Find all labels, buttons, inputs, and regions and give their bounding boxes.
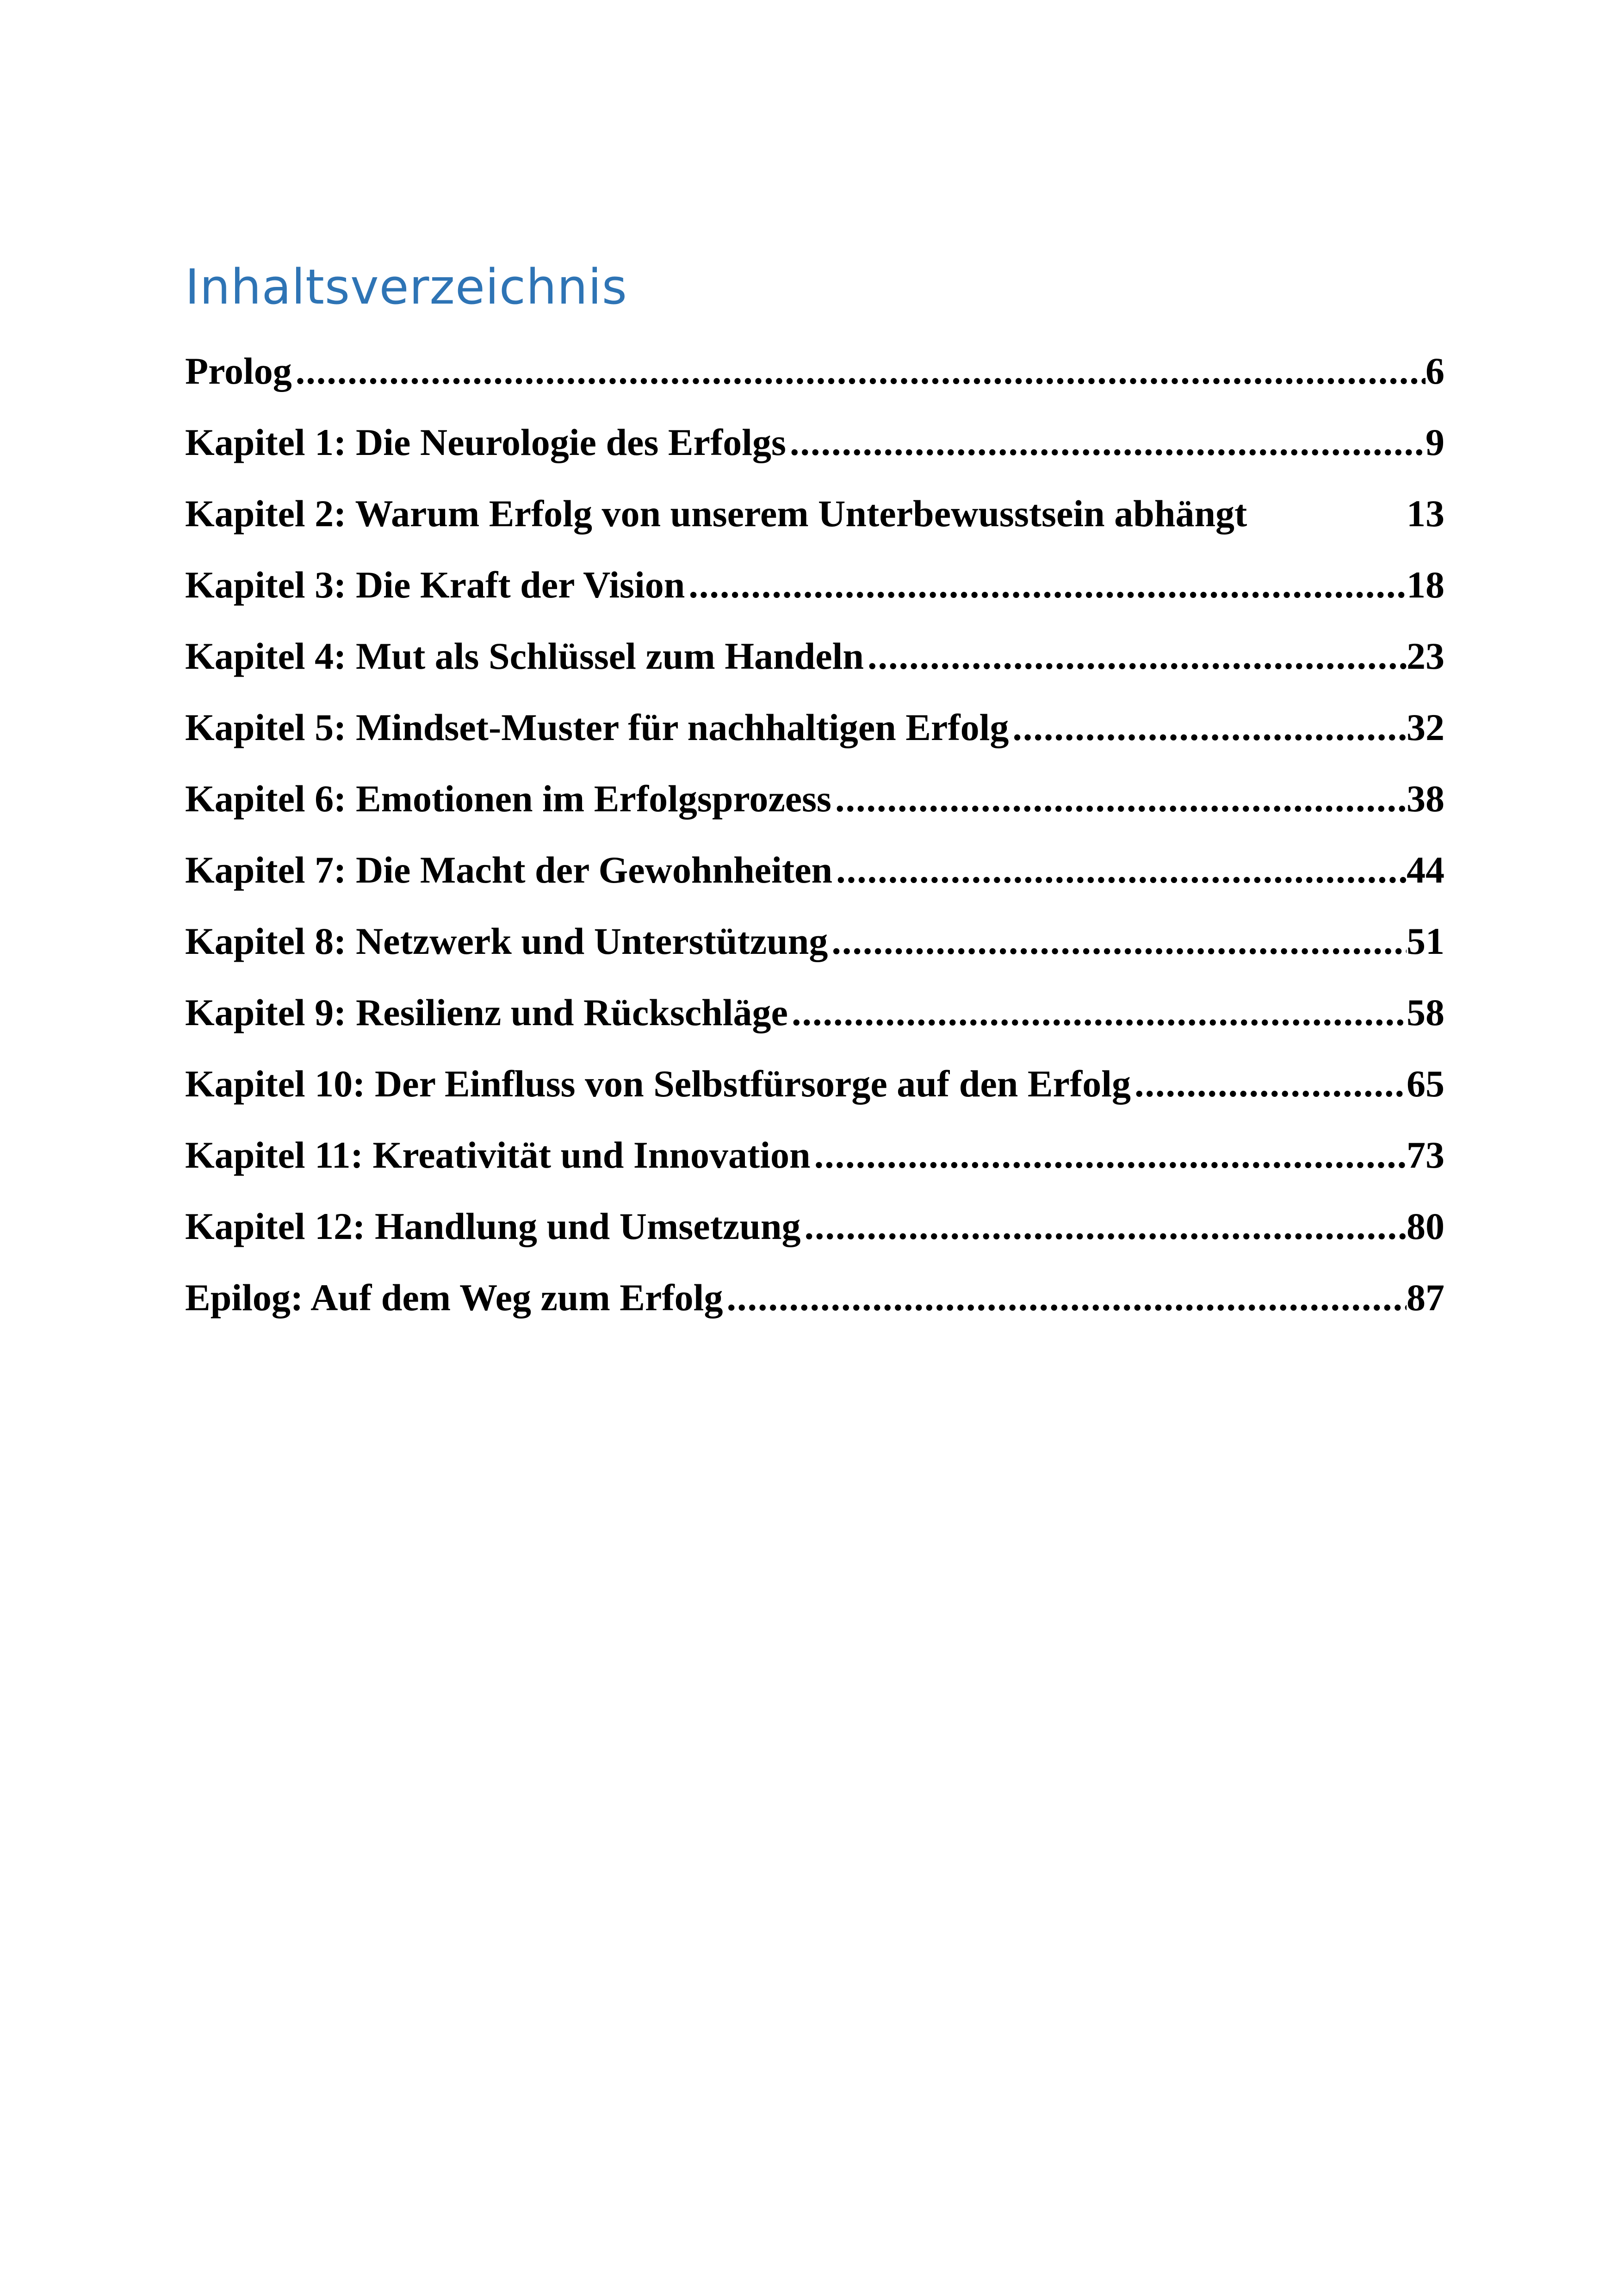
toc-leader: [801, 1205, 1407, 1248]
toc-leader: [788, 991, 1407, 1034]
toc-page-number: 58: [1407, 991, 1444, 1033]
toc-page-number: 23: [1407, 635, 1444, 677]
toc-entry-label: Kapitel 10: Der Einfluss von Selbstfürsorge auf den Erfolg: [185, 1063, 1131, 1105]
toc-leader: [723, 1276, 1407, 1319]
toc-leader: [685, 563, 1407, 607]
toc-leader: [828, 920, 1407, 963]
toc-entry-label: Kapitel 6: Emotionen im Erfolgsprozess: [185, 778, 831, 820]
toc-page-number: 87: [1407, 1276, 1444, 1319]
toc-entry-kapitel-9[interactable]: [185, 991, 1444, 1062]
toc-entry-kapitel-12[interactable]: [185, 1205, 1444, 1276]
toc-page-number: 9: [1426, 421, 1444, 463]
toc-page-number: 13: [1407, 492, 1444, 535]
toc-leader: [811, 1133, 1407, 1177]
toc-page-number: 6: [1426, 350, 1444, 392]
toc-entry-kapitel-11[interactable]: [185, 1133, 1444, 1205]
toc-leader: [831, 777, 1407, 821]
toc-entry-kapitel-2[interactable]: [185, 492, 1444, 563]
toc-page-number: 51: [1407, 920, 1444, 962]
toc-entry-label: Epilog: Auf dem Weg zum Erfolg: [185, 1276, 723, 1319]
toc-entry-kapitel-6[interactable]: [185, 777, 1444, 848]
toc-entry-kapitel-4[interactable]: [185, 635, 1444, 706]
toc-leader: [864, 635, 1407, 678]
toc-page-number: 44: [1407, 849, 1444, 891]
toc-entry-label: Kapitel 11: Kreativität und Innovation: [185, 1134, 811, 1176]
toc-page-number: 32: [1407, 706, 1444, 748]
toc-entry-kapitel-5[interactable]: [185, 706, 1444, 777]
toc-entry-label: Kapitel 5: Mindset-Muster für nachhaltigen Erfolg: [185, 706, 1009, 748]
toc-entry-epilog[interactable]: [185, 1276, 1444, 1347]
toc-leader: [292, 349, 1426, 393]
toc-entry-kapitel-7[interactable]: [185, 848, 1444, 920]
toc-entry-label: Kapitel 2: Warum Erfolg von unserem Unterbewusstsein abhängt: [185, 492, 1247, 535]
toc-page-number: 18: [1407, 564, 1444, 606]
toc-title: Inhaltsverzeichnis: [185, 259, 627, 315]
toc-entry-label: Prolog: [185, 350, 292, 392]
toc-entry-label: Kapitel 1: Die Neurologie des Erfolgs: [185, 421, 786, 463]
toc-entry-label: Kapitel 7: Die Macht der Gewohnheiten: [185, 849, 833, 891]
toc-leader: [1131, 1062, 1407, 1106]
toc-entry-prolog[interactable]: [185, 349, 1444, 421]
toc-entry-label: Kapitel 9: Resilienz und Rückschläge: [185, 991, 788, 1033]
toc-page-number: 38: [1407, 778, 1444, 820]
toc-page-number: 80: [1407, 1205, 1444, 1247]
toc-entry-label: Kapitel 4: Mut als Schlüssel zum Handeln: [185, 635, 864, 677]
toc-entry-kapitel-10[interactable]: [185, 1062, 1444, 1133]
toc-list: [185, 349, 1444, 1347]
toc-entry-label: Kapitel 12: Handlung und Umsetzung: [185, 1205, 801, 1247]
toc-entry-kapitel-1[interactable]: [185, 421, 1444, 492]
toc-entry-label: Kapitel 3: Die Kraft der Vision: [185, 564, 685, 606]
toc-leader: [832, 848, 1407, 892]
toc-entry-label: Kapitel 8: Netzwerk und Unterstützung: [185, 920, 828, 962]
toc-entry-kapitel-3[interactable]: [185, 563, 1444, 635]
toc-page-number: 65: [1407, 1063, 1444, 1105]
toc-leader: [786, 421, 1426, 464]
toc-entry-kapitel-8[interactable]: [185, 920, 1444, 991]
toc-leader: [1009, 706, 1407, 749]
toc-page-number: 73: [1407, 1134, 1444, 1176]
